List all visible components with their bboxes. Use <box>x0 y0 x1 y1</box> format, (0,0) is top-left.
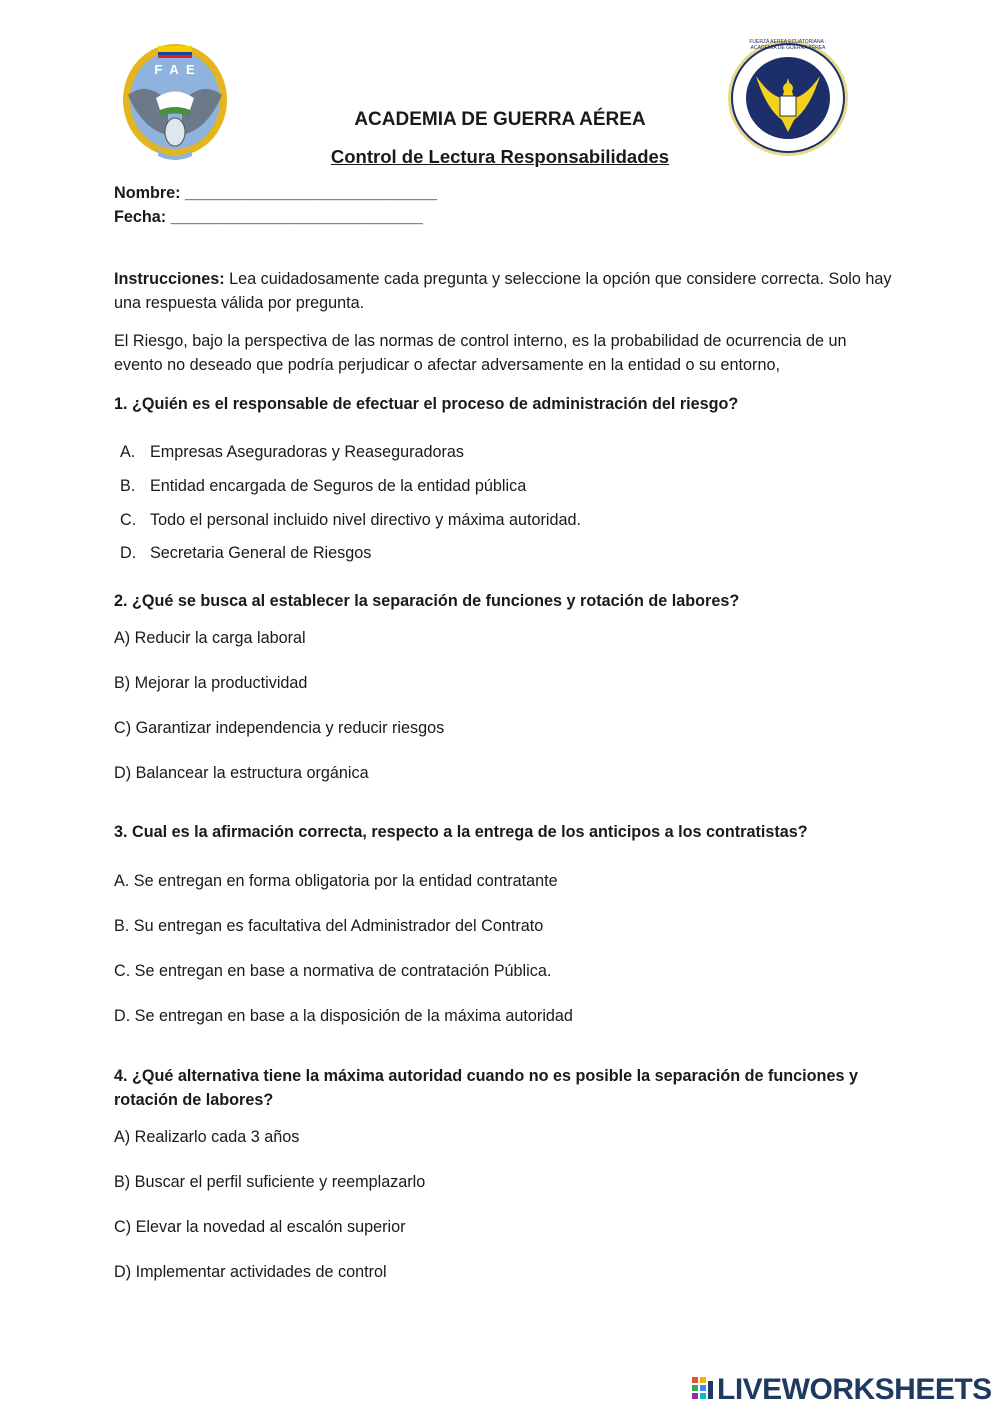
option-letter: D. <box>120 544 137 562</box>
question-4: 4. ¿Qué alternativa tiene la máxima autoridad cuando no es posible la separación de funciones y rotación de labores? <box>114 1067 858 1109</box>
liveworksheets-brand[interactable] <box>692 1374 992 1406</box>
option-text: Empresas Aseguradoras y Reaseguradoras <box>150 443 465 461</box>
instructions-text: Lea cuidadosamente cada pregunta y seleccione la opción que considere correcta. Solo hay una respuesta válida por pregunta. <box>114 270 892 312</box>
academy-seal <box>726 38 850 158</box>
q1-option-d[interactable] <box>120 541 371 565</box>
q4-option-d[interactable]: D) Implementar actividades de control <box>114 1263 387 1281</box>
question-1: 1. ¿Quién es el responsable de efectuar el proceso de administración del riesgo? <box>114 395 739 413</box>
option-letter: C. <box>120 511 137 529</box>
q2-option-d[interactable]: D) Balancear la estructura orgánica <box>114 764 369 782</box>
fae-logo-text: F A E <box>154 62 197 77</box>
fae-logo <box>118 40 233 162</box>
q4-option-a[interactable]: A) Realizarlo cada 3 años <box>114 1128 300 1146</box>
date-field[interactable]: Fecha: ____________________________ <box>114 208 423 226</box>
option-letter: A. <box>120 443 136 461</box>
intro-paragraph: El Riesgo, bajo la perspectiva de las normas de control interno, es la probabilidad de ocurrencia de un evento no deseado que podría perjudicar o afectar adversamente en la entidad o su entorno, <box>114 332 847 374</box>
q2-option-a[interactable]: A) Reducir la carga laboral <box>114 629 306 647</box>
instructions-label: Instrucciones: <box>114 270 225 288</box>
option-text: Secretaria General de Riesgos <box>150 544 372 562</box>
instructions <box>114 267 894 315</box>
name-field[interactable]: Nombre: ____________________________ <box>114 184 438 202</box>
question-2: 2. ¿Qué se busca al establecer la separación de funciones y rotación de labores? <box>114 592 740 610</box>
option-text: Todo el personal incluido nivel directivo y máxima autoridad. <box>150 511 581 529</box>
option-letter: B. <box>120 477 136 495</box>
q2-option-c[interactable]: C) Garantizar independencia y reducir riesgos <box>114 719 445 737</box>
q1-option-b[interactable] <box>120 474 526 498</box>
document-subtitle: Control de Lectura Responsabilidades <box>330 146 670 167</box>
option-text: Entidad encargada de Seguros de la entidad pública <box>150 477 527 495</box>
q3-option-a[interactable]: A. Se entregan en forma obligatoria por la entidad contratante <box>114 872 558 890</box>
academy-title: ACADEMIA DE GUERRA AÉREA <box>354 109 646 130</box>
q2-option-b[interactable]: B) Mejorar la productividad <box>114 674 308 692</box>
liveworksheets-logo-icon <box>692 1377 714 1403</box>
q3-option-c[interactable]: C. Se entregan en base a normativa de contratación Pública. <box>114 962 552 980</box>
q4-option-b[interactable]: B) Buscar el perfil suficiente y reemplazarlo <box>114 1173 426 1191</box>
q3-option-d[interactable]: D. Se entregan en base a la disposición de la máxima autoridad <box>114 1007 573 1025</box>
question-3: 3. Cual es la afirmación correcta, respecto a la entrega de los anticipos a los contratistas? <box>114 823 808 841</box>
seal-text: FUERZA AÉREA ECUATORIANA · ACADEMIA DE GUERRA AÉREA <box>749 39 827 51</box>
liveworksheets-wordmark: LIVEWORKSHEETS <box>717 1373 992 1406</box>
q3-option-b[interactable]: B. Su entregan es facultativa del Administrador del Contrato <box>114 917 544 935</box>
q1-option-a[interactable] <box>120 440 464 464</box>
q4-option-c[interactable]: C) Elevar la novedad al escalón superior <box>114 1218 406 1236</box>
q1-option-c[interactable] <box>120 508 581 532</box>
